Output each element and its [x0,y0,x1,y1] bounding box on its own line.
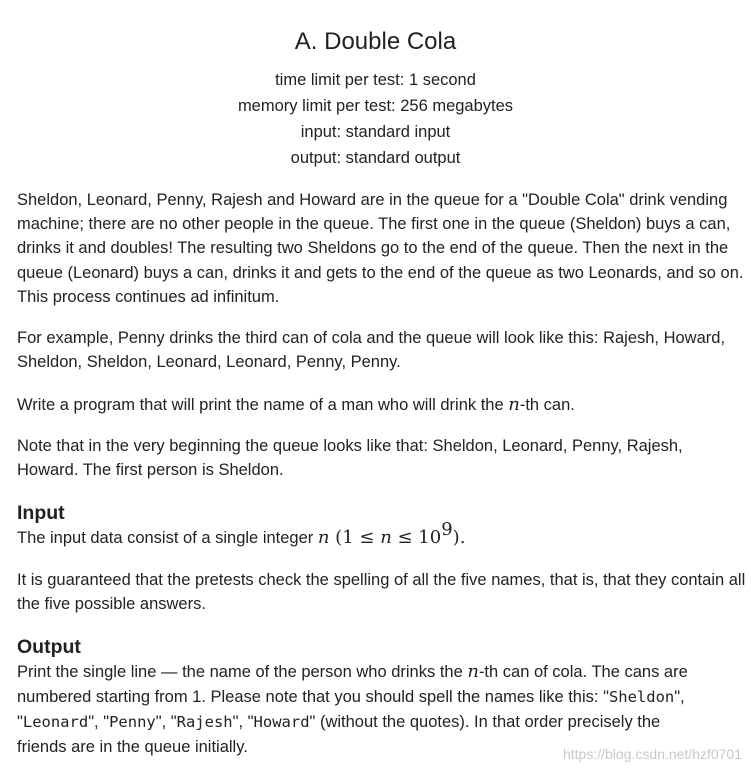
text-fragment: Print the single line — the name of the person who drinks the [17,663,468,681]
output-line-4: friends are in the queue initially. [17,738,248,756]
input-heading: Input [17,502,65,524]
math-variable: n [380,527,392,548]
output-line-1 [17,660,747,684]
text-fragment: " [17,713,23,731]
name-howard: Howard [253,713,310,731]
input-paragraph-1 [17,519,747,550]
text-fragment: numbered starting from 1. Please note that you should spell the names like this: " [17,688,609,706]
math-fragment: ). [452,527,466,548]
text-fragment: ", " [232,713,254,731]
text-fragment: Write a program that will print the name of a man who will drink the [17,396,509,414]
watermark: https://blog.csdn.net/hzf0701 [562,746,742,762]
math-variable: n [508,394,520,415]
name-sheldon: Sheldon [608,688,675,706]
text-fragment: ", " [88,713,110,731]
text-fragment: The input data consist of a single integer [17,529,318,547]
time-limit: time limit per test: 1 second [275,71,476,89]
text-fragment: -th can of cola. The cans are [478,663,688,681]
math-variable: n [467,661,479,682]
name-penny: Penny [109,713,156,731]
text-fragment: ", " [155,713,177,731]
memory-limit: memory limit per test: 256 megabytes [237,97,514,115]
legend-paragraph-4: Note that in the very beginning the queue looks like that: Sheldon, Leonard, Penny, Rajesh, Howard. The first person is Sheldon. [17,437,683,480]
legend-paragraph-3 [17,393,747,417]
text-fragment: " (without the quotes). In that order precisely the [309,713,661,731]
output-spec: output: standard output [290,149,461,167]
output-heading: Output [17,636,81,658]
math-fragment: (1 ≤ [329,527,381,548]
math-variable: n [317,527,330,548]
output-line-3 [17,710,747,734]
input-paragraph-2: It is guaranteed that the pretests check the spelling of all the five names, that is, that they contain all the five possible answers. [17,571,746,614]
legend-paragraph-1: Sheldon, Leonard, Penny, Rajesh and Howard are in the queue for a "Double Cola" drink vending machine; there are no other people in the queue. The first one in the queue (Sheldon) buys a can, drinks it and doubles! The resulting two Sheldons go to the end of the queue. Then the next in the queue (Leonard) buys a can, drinks it and gets to the end of the queue as two Leonards, and so on. This process continues ad infinitum. [17,191,744,306]
math-fragment: ≤ 10 [391,527,442,548]
math-exponent: 9 [441,519,453,540]
text-fragment: ", [674,688,685,706]
problem-title: A. Double Cola [294,28,457,55]
output-line-2 [17,685,747,709]
name-leonard: Leonard [22,713,89,731]
input-spec: input: standard input [300,123,451,141]
legend-paragraph-2: For example, Penny drinks the third can of cola and the queue will look like this: Rajesh, Howard, Sheldon, Sheldon, Leonard, Leonard, Penny, Penny. [17,329,726,372]
text-fragment: -th can. [519,396,575,414]
name-rajesh: Rajesh [176,713,233,731]
